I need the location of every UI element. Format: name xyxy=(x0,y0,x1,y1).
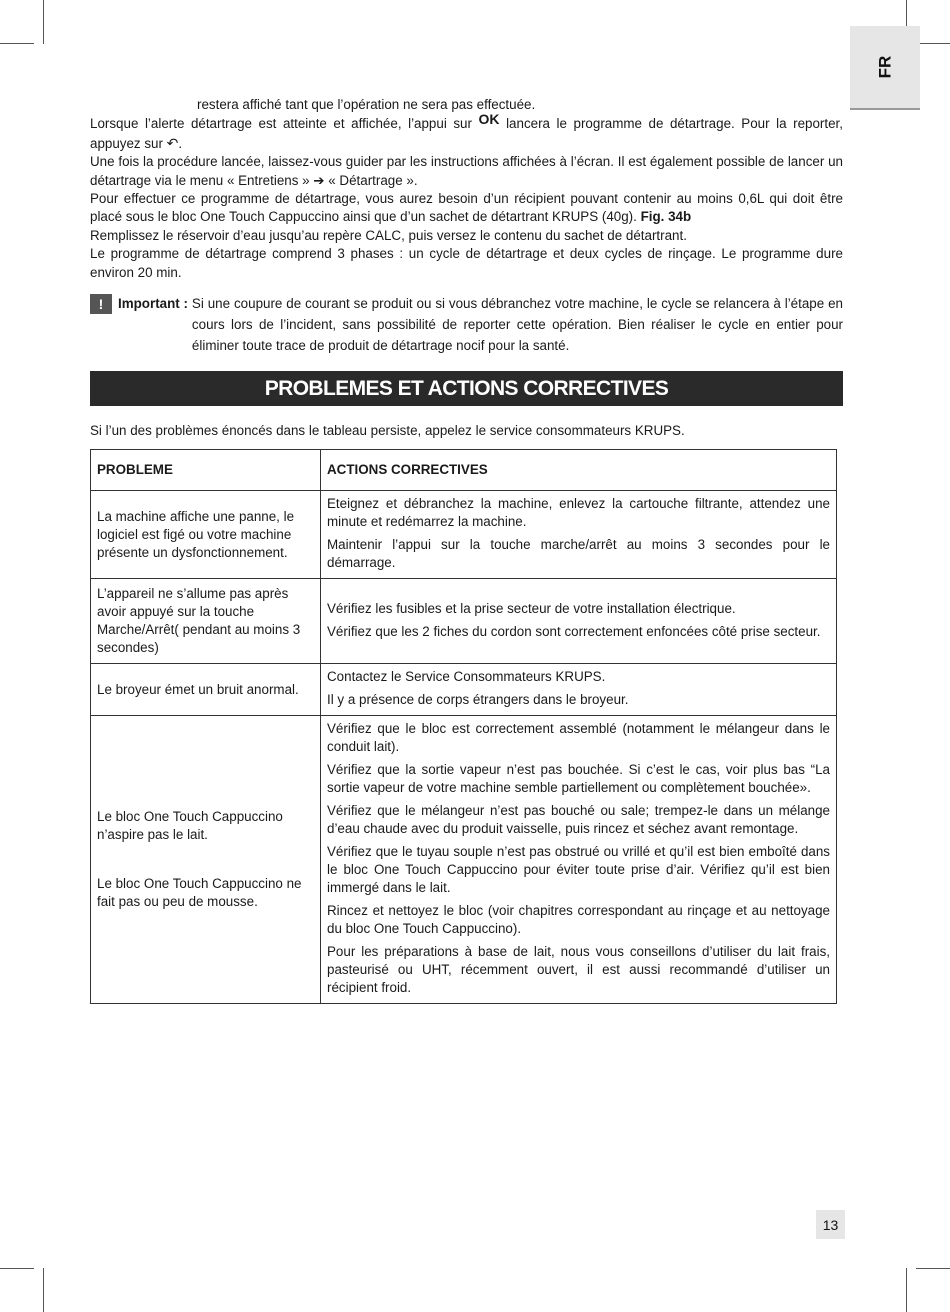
action-text: Vérifiez les fusibles et la prise secteur de votre installation électrique. xyxy=(327,600,736,616)
table-header-row xyxy=(91,450,837,491)
table-row xyxy=(91,579,837,664)
problem-cell xyxy=(91,664,321,716)
important-text: Si une coupure de courant se produit ou si vous débranchez votre machine, le cycle se relancera à l’étape en cours lors de l’incident, sans possibilité de reporter cette opération. Bien réaliser le cycle en entier pour éliminer toute trace de produit de détartrage nocif pour la santé. xyxy=(191,296,843,354)
paragraph: Une fois la procédure lancée, laissez-vous guider par les instructions affichées à l’écran. Il est également possible de lancer un détartrage via le menu « Entretiens » ➔ « Détartrage ». xyxy=(90,154,843,188)
actions-cell xyxy=(321,664,837,716)
text: Lorsque l’alerte détartrage est atteinte et affichée, l’appui sur xyxy=(90,116,479,132)
language-tab xyxy=(850,26,920,110)
action-text: Eteignez et débranchez la machine, enlevez la cartouche filtrante, attendez une minute et redémarrez la machine. xyxy=(327,496,830,530)
figure-reference: Fig. 34b xyxy=(640,209,692,225)
problem-cell xyxy=(91,491,321,579)
action-text: Il y a présence de corps étrangers dans le broyeur. xyxy=(327,692,629,708)
language-label: FR xyxy=(874,55,894,79)
crop-mark xyxy=(916,43,950,44)
important-label: Important : xyxy=(118,296,188,312)
crop-mark xyxy=(906,1268,907,1312)
table-row xyxy=(91,716,837,1004)
action-text: Vérifiez que les 2 fiches du cordon sont correctement enfoncées côté prise secteur. xyxy=(327,623,821,639)
problem-text: La machine affiche une panne, le logiciel est figé ou votre machine présente un dysfonctionnement. xyxy=(97,508,295,560)
problem-cell xyxy=(91,579,321,664)
paragraph xyxy=(90,190,843,227)
action-text: Pour les préparations à base de lait, nous vous conseillons d’utiliser du lait frais, pasteurisé ou UHT, récemment ouvert, il est aussi recommandé d’utiliser un récipient froid. xyxy=(327,944,830,996)
spacer xyxy=(97,844,314,875)
crop-mark xyxy=(43,1268,44,1312)
section-intro: Si l’un des problèmes énoncés dans le tableau persiste, appelez le service consommateurs KRUPS. xyxy=(90,423,685,439)
action-text: Rincez et nettoyez le bloc (voir chapitres correspondant au rinçage et au nettoyage du bloc One Touch Cappuccino). xyxy=(327,903,830,937)
back-arrow-icon: ↶ xyxy=(166,134,179,151)
problem-text: Le bloc One Touch Cappuccino n’aspire pas le lait. xyxy=(97,809,283,843)
column-header-actions: ACTIONS CORRECTIVES xyxy=(321,450,837,491)
crop-mark xyxy=(0,43,34,44)
paragraph: Remplissez le réservoir d’eau jusqu’au repère CALC, puis versez le contenu du sachet de détartrant. xyxy=(90,227,687,243)
actions-cell xyxy=(321,491,837,579)
problem-text: Le broyeur émet un bruit anormal. xyxy=(97,681,299,697)
table-row xyxy=(91,664,837,716)
important-note xyxy=(90,293,843,356)
problem-cell xyxy=(91,716,321,1004)
action-text: Maintenir l’appui sur la touche marche/arrêt au moins 3 secondes pour le démarrage. xyxy=(327,537,830,571)
problem-text: L’appareil ne s’allume pas après avoir appuyé sur la touche Marche/Arrêt( pendant au moins 3 secondes) xyxy=(97,586,301,656)
paragraph: restera affiché tant que l’opération ne sera pas effectuée. xyxy=(197,97,536,112)
troubleshooting-table xyxy=(90,449,837,1004)
paragraph: Le programme de détartrage comprend 3 phases : un cycle de détartrage et deux cycles de rinçage. Le programme dure environ 20 min. xyxy=(90,246,843,280)
text: lancera le programme de détartrage. Pour la reporter, appuyez sur xyxy=(90,116,843,151)
text: Pour effectuer ce programme de détartrage, vous aurez besoin d’un récipient pouvant contenir au moins 0,6L qui doit être placé sous le bloc One Touch Cappuccino ainsi que d’un sachet de détartrant KRUPS (40g). xyxy=(90,191,843,225)
actions-cell xyxy=(321,579,837,664)
section-title: PROBLEMES ET ACTIONS CORRECTIVES xyxy=(90,371,843,406)
page-content xyxy=(90,96,843,1004)
action-text: Vérifiez que le mélangeur n’est pas bouché ou sale; trempez-le dans un mélange d’eau chaude avec du produit vaisselle, puis rincez et séchez avant remontage. xyxy=(327,803,830,837)
crop-mark xyxy=(43,0,44,44)
action-text: Vérifiez que le tuyau souple n’est pas obstrué ou vrillé et qu’il est bien emboîté dans le bloc One Touch Cappuccino pour éviter toute prise d’air. Vérifiez qu’il est bien immergé dans le lait. xyxy=(327,844,830,896)
paragraph xyxy=(90,111,843,153)
page-number: 13 xyxy=(816,1210,845,1239)
action-text: Contactez le Service Consommateurs KRUPS. xyxy=(327,669,606,685)
column-header-problem: PROBLEME xyxy=(91,450,321,491)
problem-text: Le bloc One Touch Cappuccino ne fait pas ou peu de mousse. xyxy=(97,876,302,910)
ok-button-icon: OK xyxy=(478,111,500,128)
text: . xyxy=(178,135,183,151)
action-text: Vérifiez que la sortie vapeur n’est pas bouchée. Si c’est le cas, voir plus bas “La sortie vapeur de votre machine semble partiellement ou complètement bouchée». xyxy=(327,762,830,796)
table-row xyxy=(91,491,837,579)
action-text: Vérifiez que le bloc est correctement assemblé (notamment le mélangeur dans le conduit lait). xyxy=(327,721,830,755)
crop-mark xyxy=(916,1268,950,1269)
crop-mark xyxy=(0,1268,34,1269)
warning-icon: ! xyxy=(90,294,112,314)
actions-cell xyxy=(321,716,837,1004)
